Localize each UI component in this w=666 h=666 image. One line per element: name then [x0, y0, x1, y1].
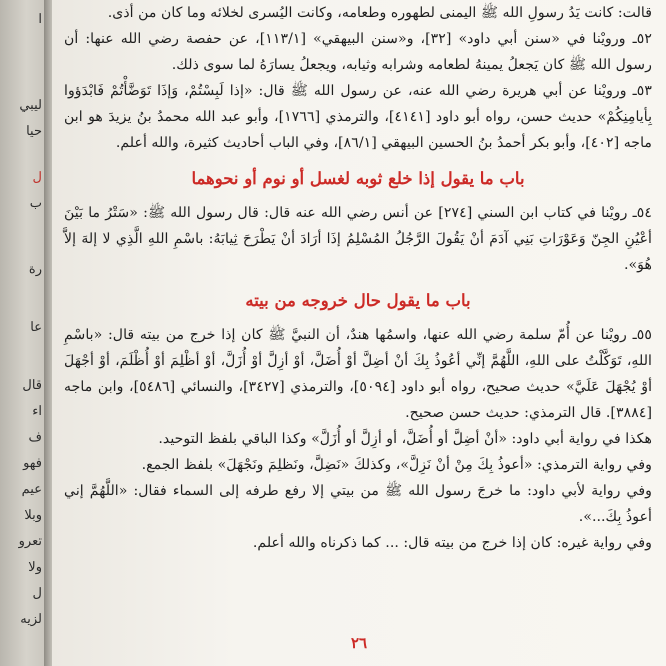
intro-paragraph: قالت: كانت يَدُ رسولِ الله ﷺ اليمنى لطهوره وطعامه، وكانت اليُسرى لخلائه وما كان من أذى. [107, 5, 652, 21]
left-fragment: عيم [21, 482, 42, 497]
left-fragment: ا [38, 12, 42, 27]
left-page-edge [0, 0, 48, 666]
left-fragment: ولا [28, 560, 42, 575]
left-fragment: ل [32, 170, 42, 185]
left-fragment: لزيه [20, 612, 42, 627]
narration-abu-dawud: هكذا في رواية أبي داود: «أنْ أضِلَّ أو أُضَلَّ، أو أزِلَّ أو أُزَلَّ» وكذا الباقي بلفظ التوحيد. [158, 431, 652, 447]
hadith-53: ٥٣ـ ورويْنا عن أبي هريرة رضي الله عنه، عن رسول الله ﷺ قال: «إذا لَبِسْتُمْ، وَإذَا تَوَضَّأْتُمْ فَابْدَؤوا بِأيامِنِكُمْ» حديث حسن، رواه أبو داود [٤١٤١]، والترمذي [١٧٦٦]، وأبو عبد الله محمدُ بنُ يزيدَ هو ابن ماجه [٤٠٢]، وأبو بكر أحمدُ بنُ الحسين البيهقي [٨٦/١]، وفي الباب أحاديث كثيرة، والله أعلم. [64, 83, 653, 151]
chapter-heading-leaving-home: باب ما يقول حال خروجه من بيته [245, 291, 471, 310]
left-fragment: عا [30, 320, 42, 335]
book-page [52, 0, 666, 666]
hadith-54: ٥٤ـ رويْنا في كتاب ابن السني [٢٧٤] عن أنس رضي الله عنه قال: قال رسول الله ﷺ: «سَتْرُ ما بَيْنَ أعْيُنِ الجِنّ وَعَوْرَاتِ بَنِي آدَمَ أنْ يَقُولَ الرَّجُلُ المُسْلِمُ إذَا أرَادَ أنْ يَطْرَحَ ثِيابَهُ: باسْمِ اللهِ الَّذِي لا إلهَ إلاَّ هُوَ». [64, 205, 652, 273]
left-fragment: ف [28, 430, 42, 445]
left-fragment: اء [32, 404, 42, 419]
left-fragment: قال [22, 378, 42, 393]
hadith-52: ٥٢ـ ورويْنا في «سنن أبي داود» [٣٢]، و«سنن البيهقي» [١١٣/١]، عن حفصة رضي الله عنها: أن رسول الله ﷺ كان يَجعلُ يمينهُ لطعامه وشرابه وثيابه، ويجعلُ يسارَهُ لما سوى ذلك. [64, 31, 652, 73]
hadith-55: ٥٥ـ رويْنا عن أُمّ سلمة رضي الله عنها، واسمُها هندٌ، أن النبيَّ ﷺ كان إذا خرج من بيته قال: «باسْمِ اللهِ، تَوَكَّلْتُ على اللهِ، اللَّهُمَّ إنِّي أعُوذُ بِكَ أنْ أضِلَّ أوْ أُضَلَّ، أوْ أزِلَّ أوْ أُزَلَّ، أوْ أظْلِمَ أوْ أُظْلَمَ، أوْ أجْهَلَ أوْ يُجْهَلَ عَلَيَّ» حديث صحيح، رواه أبو داود [٥٠٩٤]، والترمذي [٣٤٢٧]، والنسائي [٥٤٨٦]، وابن ماجه [٣٨٨٤]. قال الترمذي: حديث حسن صحيح. [64, 327, 653, 421]
narration-tirmidhi: وفي رواية الترمذي: «أعوذُ بِكَ مِنْ أنْ نَزِلَّ»، وكذلكَ «نَضِلَّ، ونَظلِمَ ونَجْهَلَ» بلفظ الجمع. [141, 457, 652, 473]
left-fragment: حيا [26, 124, 42, 139]
page-number: ٢٦ [350, 634, 368, 652]
left-fragment: وبلا [24, 508, 42, 523]
chapter-heading-undressing: باب ما يقول إذا خلع ثوبه لغسل أو نوم أو نحوهما [191, 169, 525, 188]
narration-abu-dawud-2: وفي رواية لأبي داود: ما خرجَ رسول الله ﷺ من بيتي إلا رفع طرفه إلى السماء فقال: «اللَّهُمَّ إني أعوذُ بِكَ...». [64, 483, 652, 525]
left-fragment: فهو [23, 456, 42, 471]
left-fragment: ليبي [19, 98, 42, 113]
narration-other: وفي رواية غيره: كان إذا خرج من بيته قال: ... كما ذكرناه والله أعلم. [252, 535, 652, 551]
left-fragment: تعرو [18, 534, 42, 549]
left-fragment: ب [29, 196, 42, 211]
left-fragment: رة [28, 262, 42, 277]
page-content [64, 0, 652, 666]
left-fragment: ل [32, 586, 42, 601]
